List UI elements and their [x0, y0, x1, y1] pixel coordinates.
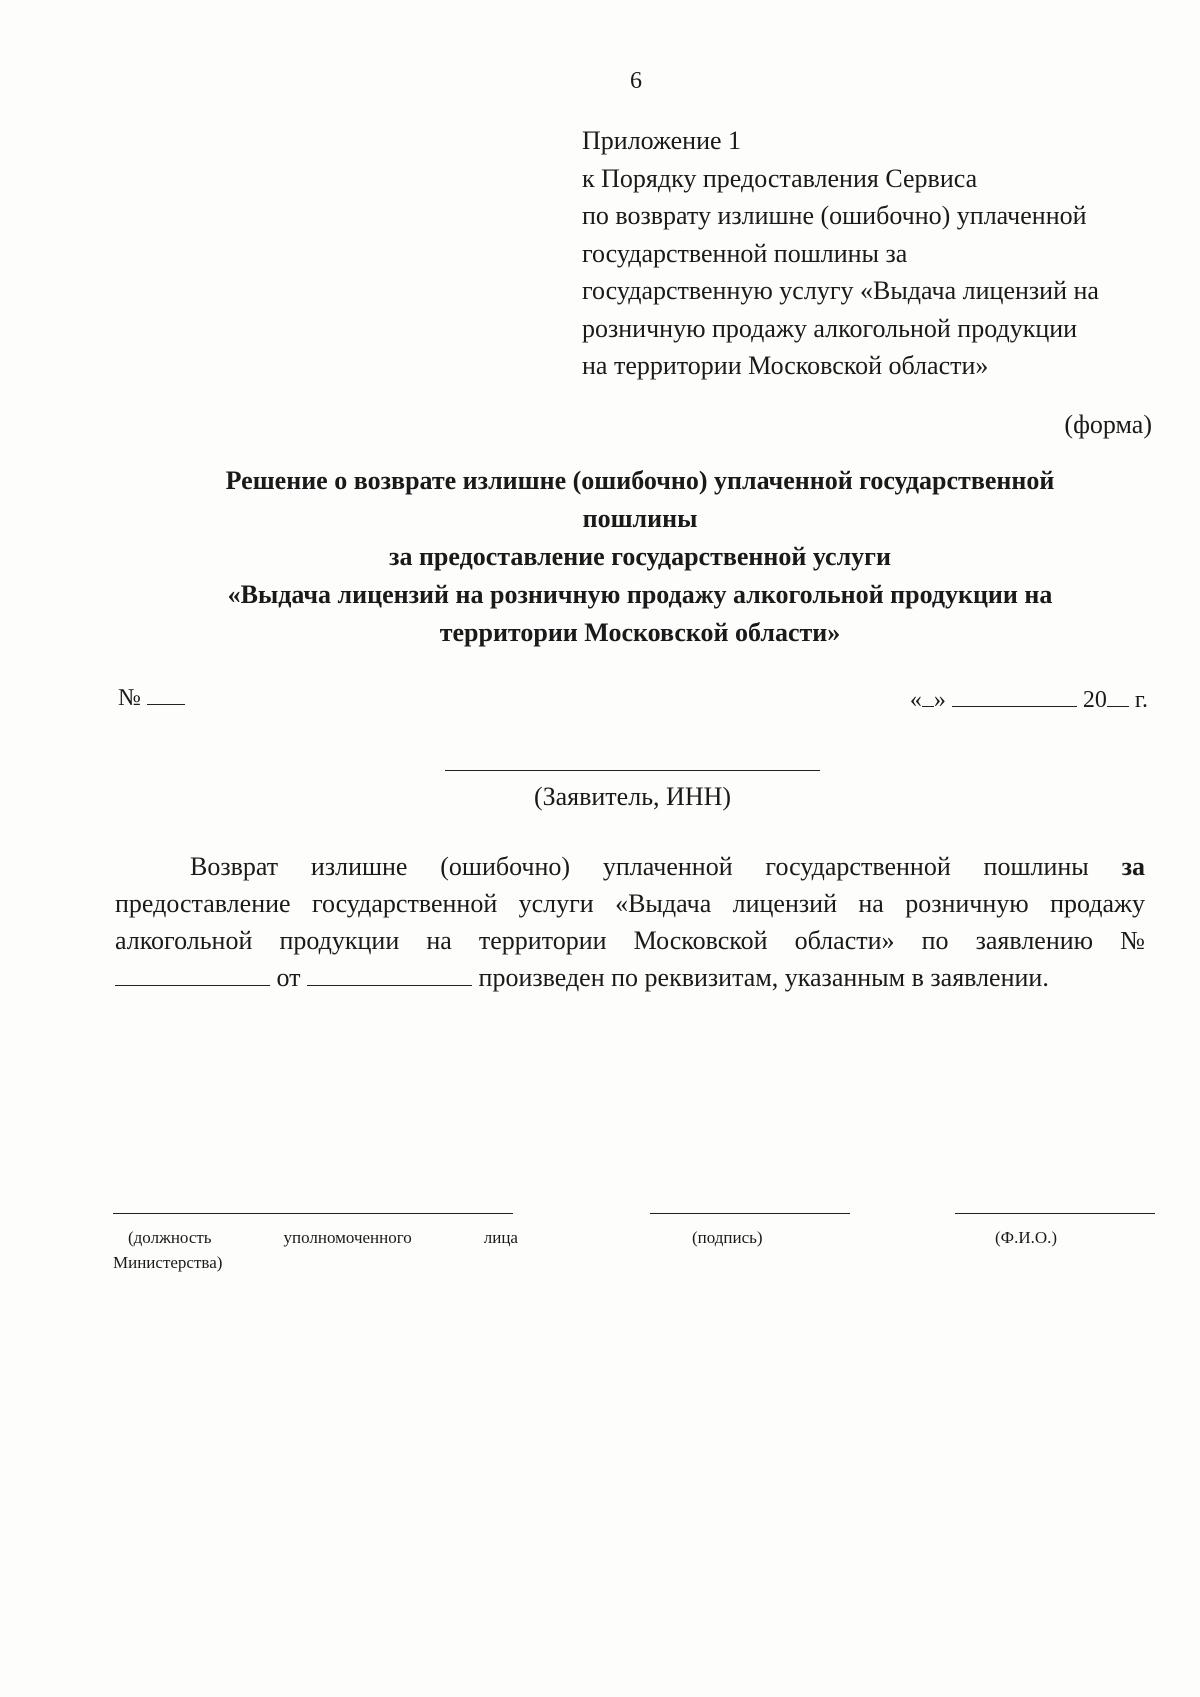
applicant-label: (Заявитель, ИНН) [533, 782, 732, 811]
appendix-line: государственную услугу «Выдача лицензий на [582, 276, 1099, 305]
title-line: «Выдача лицензий на розничную продажу алкогольной продукции на [227, 580, 1053, 609]
day-blank[interactable] [922, 684, 934, 707]
number-blank[interactable] [147, 682, 185, 705]
decision-date [910, 684, 1148, 714]
position-label [113, 1225, 518, 1275]
date-open-quote: « [909, 687, 922, 713]
signature-line[interactable] [650, 1213, 850, 1214]
appendix-line: государственной пошлины за [582, 238, 908, 268]
applicant-field-line[interactable] [445, 770, 820, 771]
body-line-bold: за [1121, 852, 1146, 881]
application-number-blank[interactable] [115, 963, 270, 986]
form-label: (форма) [1064, 410, 1152, 439]
decision-number [118, 682, 185, 712]
year-blank[interactable] [1107, 684, 1129, 707]
name-label: (Ф.И.О.) [995, 1228, 1058, 1247]
appendix-line: по возврату излишне (ошибочно) уплаченной [582, 201, 1087, 230]
name-signature-line[interactable] [955, 1213, 1155, 1214]
position-label-part: уполномоченного [283, 1228, 412, 1247]
body-line [115, 959, 1145, 996]
title-line: пошлины [582, 504, 698, 533]
appendix-line: к Порядку предоставления Сервиса [582, 163, 978, 193]
title-line: Решение о возврате излишне (ошибочно) уплаченной государственной [225, 466, 1055, 495]
body-paragraph [115, 848, 1145, 996]
document-title [110, 462, 1170, 652]
appendix-line: розничную продажу алкогольной продукции [582, 313, 1078, 343]
position-signature-line[interactable] [113, 1213, 513, 1214]
appendix-header [582, 122, 1162, 385]
year-suffix: г. [1134, 687, 1148, 713]
application-date-blank[interactable] [307, 963, 472, 986]
body-line [115, 848, 1145, 885]
position-label-part: (должность [128, 1228, 212, 1247]
signature-label: (подпись) [692, 1228, 763, 1247]
number-label: № [118, 685, 141, 711]
position-label-part: лица [483, 1228, 518, 1247]
month-blank[interactable] [952, 684, 1077, 707]
body-from-word: от [276, 963, 301, 992]
appendix-line: Приложение 1 [582, 126, 742, 155]
appendix-line: на территории Московской области» [582, 351, 989, 380]
position-label-line2: Министерства) [113, 1253, 223, 1272]
page-number: 6 [630, 68, 642, 94]
body-line-text: Возврат излишне (ошибочно) уплаченной государственной пошлины [190, 852, 1089, 881]
body-line: предоставление государственной услуги «Выдача лицензий на розничную продажу [115, 889, 1145, 918]
body-line-text: произведен по реквизитам, указанным в заявлении. [478, 963, 1049, 992]
body-line: алкогольной продукции на территории Московской области» по заявлению № [115, 926, 1145, 955]
title-line: территории Московской области» [439, 618, 841, 647]
year-prefix: 20 [1082, 687, 1107, 713]
date-close-quote: » [933, 687, 946, 713]
title-line: за предоставление государственной услуги [389, 542, 891, 571]
